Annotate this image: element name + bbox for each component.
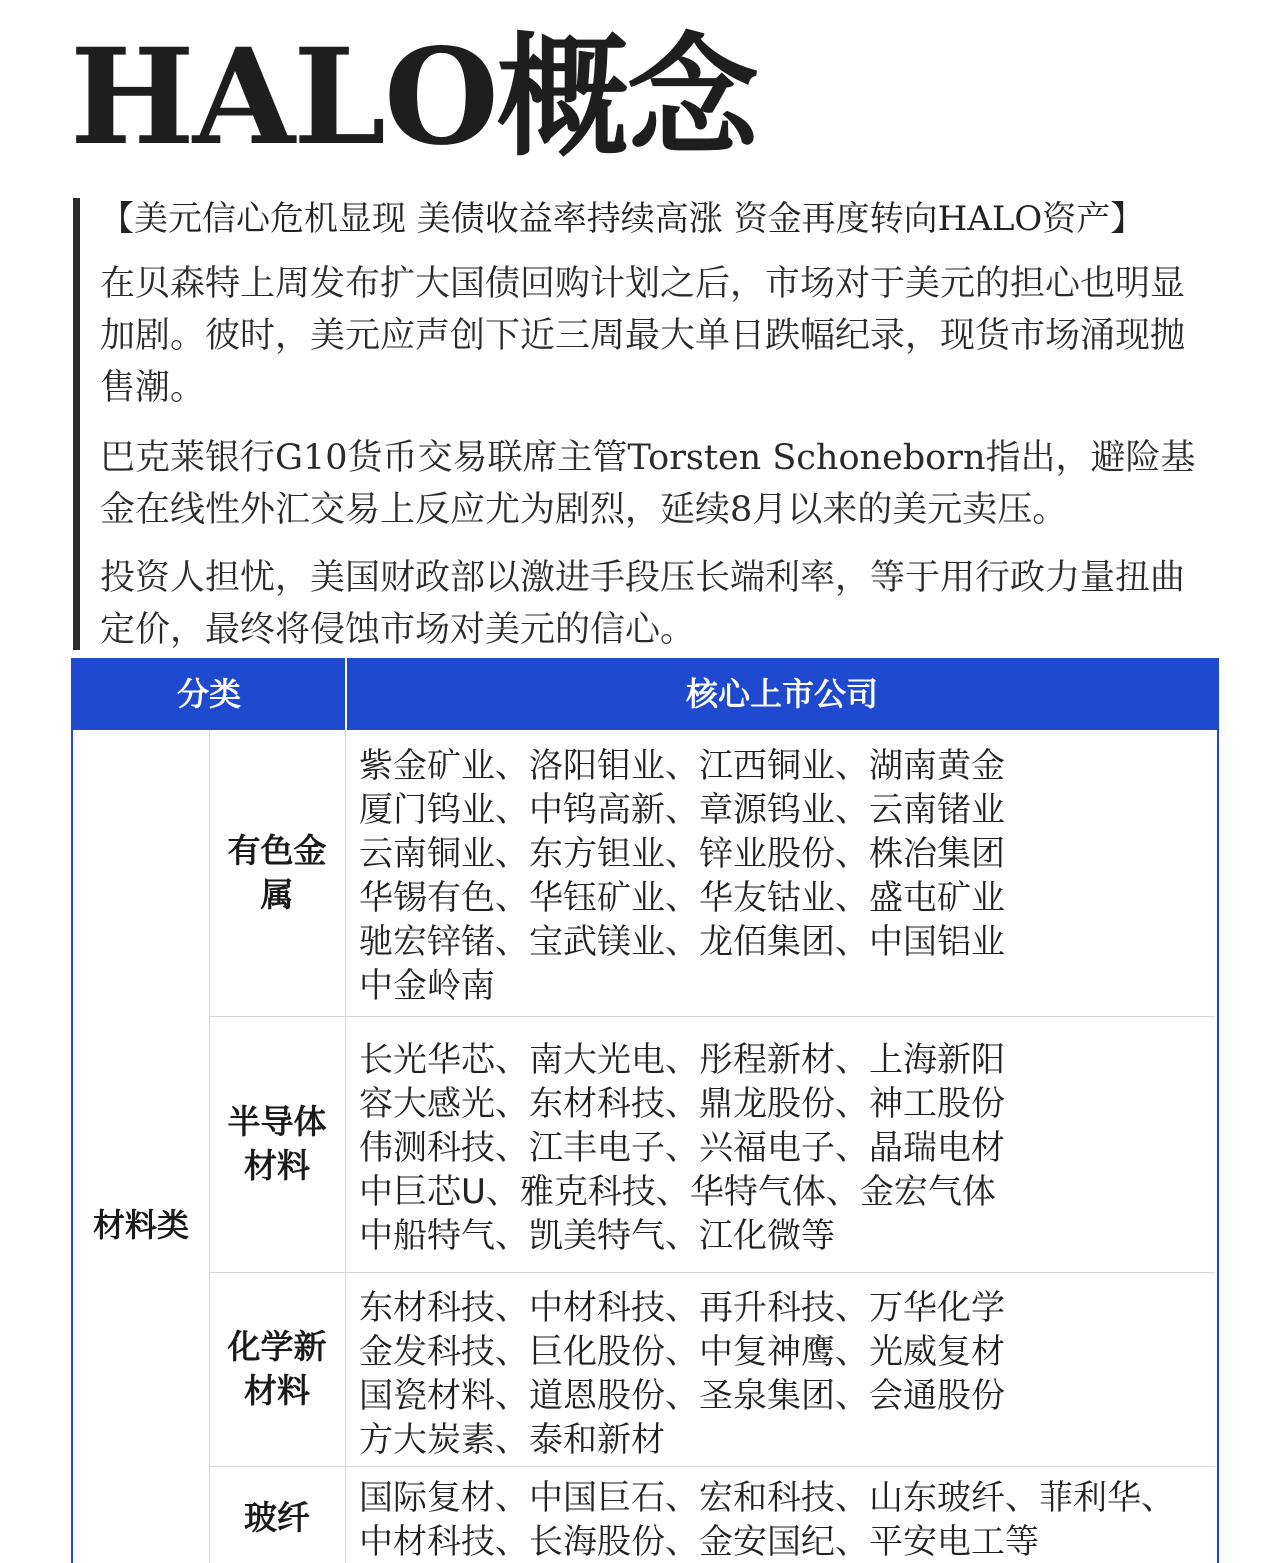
- table-row: [209, 730, 1215, 1017]
- subcategory-label: 半导体材料: [227, 1102, 327, 1185]
- company-line: 华锡有色、华钰矿业、华友钴业、盛屯矿业: [359, 878, 1005, 918]
- header-category: 分类: [73, 658, 347, 730]
- subcategory-label: 有色金属: [227, 831, 327, 914]
- company-table: [71, 658, 1219, 1563]
- company-line: 紫金矿业、洛阳钼业、江西铜业、湖南黄金: [359, 746, 1005, 786]
- header-companies: 核心上市公司: [685, 675, 878, 713]
- company-line: 金发科技、巨化股份、中复神鹰、光威复材: [359, 1332, 1005, 1372]
- companies-list: [359, 1038, 1209, 1258]
- company-line: 东材科技、中材科技、再升科技、万华化学: [359, 1288, 1005, 1328]
- company-line: 伟测科技、江丰电子、兴福电子、晶瑞电材: [359, 1128, 1005, 1168]
- company-line: 国际复材、中国巨石、宏和科技、山东玻纤、菲利华、: [359, 1478, 1175, 1518]
- companies-list: [359, 1286, 1209, 1462]
- paragraph-2: 巴克莱银行G10货币交易联席主管Torsten Schoneborn指出，避险基金在线性外汇交易上反应尤为剧烈，延续8月以来的美元卖压。: [100, 438, 1196, 530]
- company-line: 中巨芯U、雅克科技、华特气体、金宏气体: [359, 1172, 996, 1212]
- company-line: 厦门钨业、中钨高新、章源钨业、云南锗业: [359, 790, 1005, 830]
- subcategory-label: 化学新材料: [227, 1327, 327, 1410]
- table-row: [209, 1466, 1215, 1563]
- company-line: 中船特气、凯美特气、江化微等: [359, 1216, 835, 1256]
- company-line: 中金岭南: [359, 966, 495, 1006]
- companies-list: [359, 744, 1209, 1008]
- subcategory-cell: [209, 1016, 346, 1272]
- company-line: 国瓷材料、道恩股份、圣泉集团、会通股份: [359, 1376, 1005, 1416]
- quote-bar: [73, 198, 80, 650]
- company-line: 长光华芯、南大光电、彤程新材、上海新阳: [359, 1040, 1005, 1080]
- company-line: 云南铜业、东方钽业、锌业股份、株冶集团: [359, 834, 1005, 874]
- company-line: 方大炭素、泰和新材: [359, 1420, 665, 1460]
- company-line: 中材科技、长海股份、金安国纪、平安电工等: [359, 1522, 1039, 1562]
- table-row: [209, 1272, 1215, 1467]
- table-row: [209, 1016, 1215, 1273]
- subcategory-cell: [209, 730, 346, 1016]
- paragraph-3: 投资人担忧，美国财政部以激进手段压长端利率，等于用行政力量扭曲定价，最终将侵蚀市场对美元的信心。: [100, 558, 1186, 650]
- subcategory-label: 玻纤: [244, 1498, 310, 1537]
- news-headline: 【美元信心危机显现 美债收益率持续高涨 资金再度转向HALO资产】: [100, 199, 1145, 239]
- companies-list: [359, 1476, 1209, 1563]
- table-header: [73, 658, 1217, 730]
- subcategory-cell: [209, 1466, 346, 1563]
- main-category-label: 材料类: [92, 1206, 189, 1244]
- main-category-cell: [73, 730, 210, 1563]
- company-line: 容大感光、东材科技、鼎龙股份、神工股份: [359, 1084, 1005, 1124]
- subcategory-cell: [209, 1272, 346, 1466]
- paragraph-1: 在贝森特上周发布扩大国债回购计划之后，市场对于美元的担心也明显加剧。彼时，美元应声创下近三周最大单日跌幅纪录，现货市场涌现抛售潮。: [100, 264, 1186, 408]
- page-title: HALO概念: [70, 20, 757, 175]
- company-line: 驰宏锌锗、宝武镁业、龙佰集团、中国铝业: [359, 922, 1005, 962]
